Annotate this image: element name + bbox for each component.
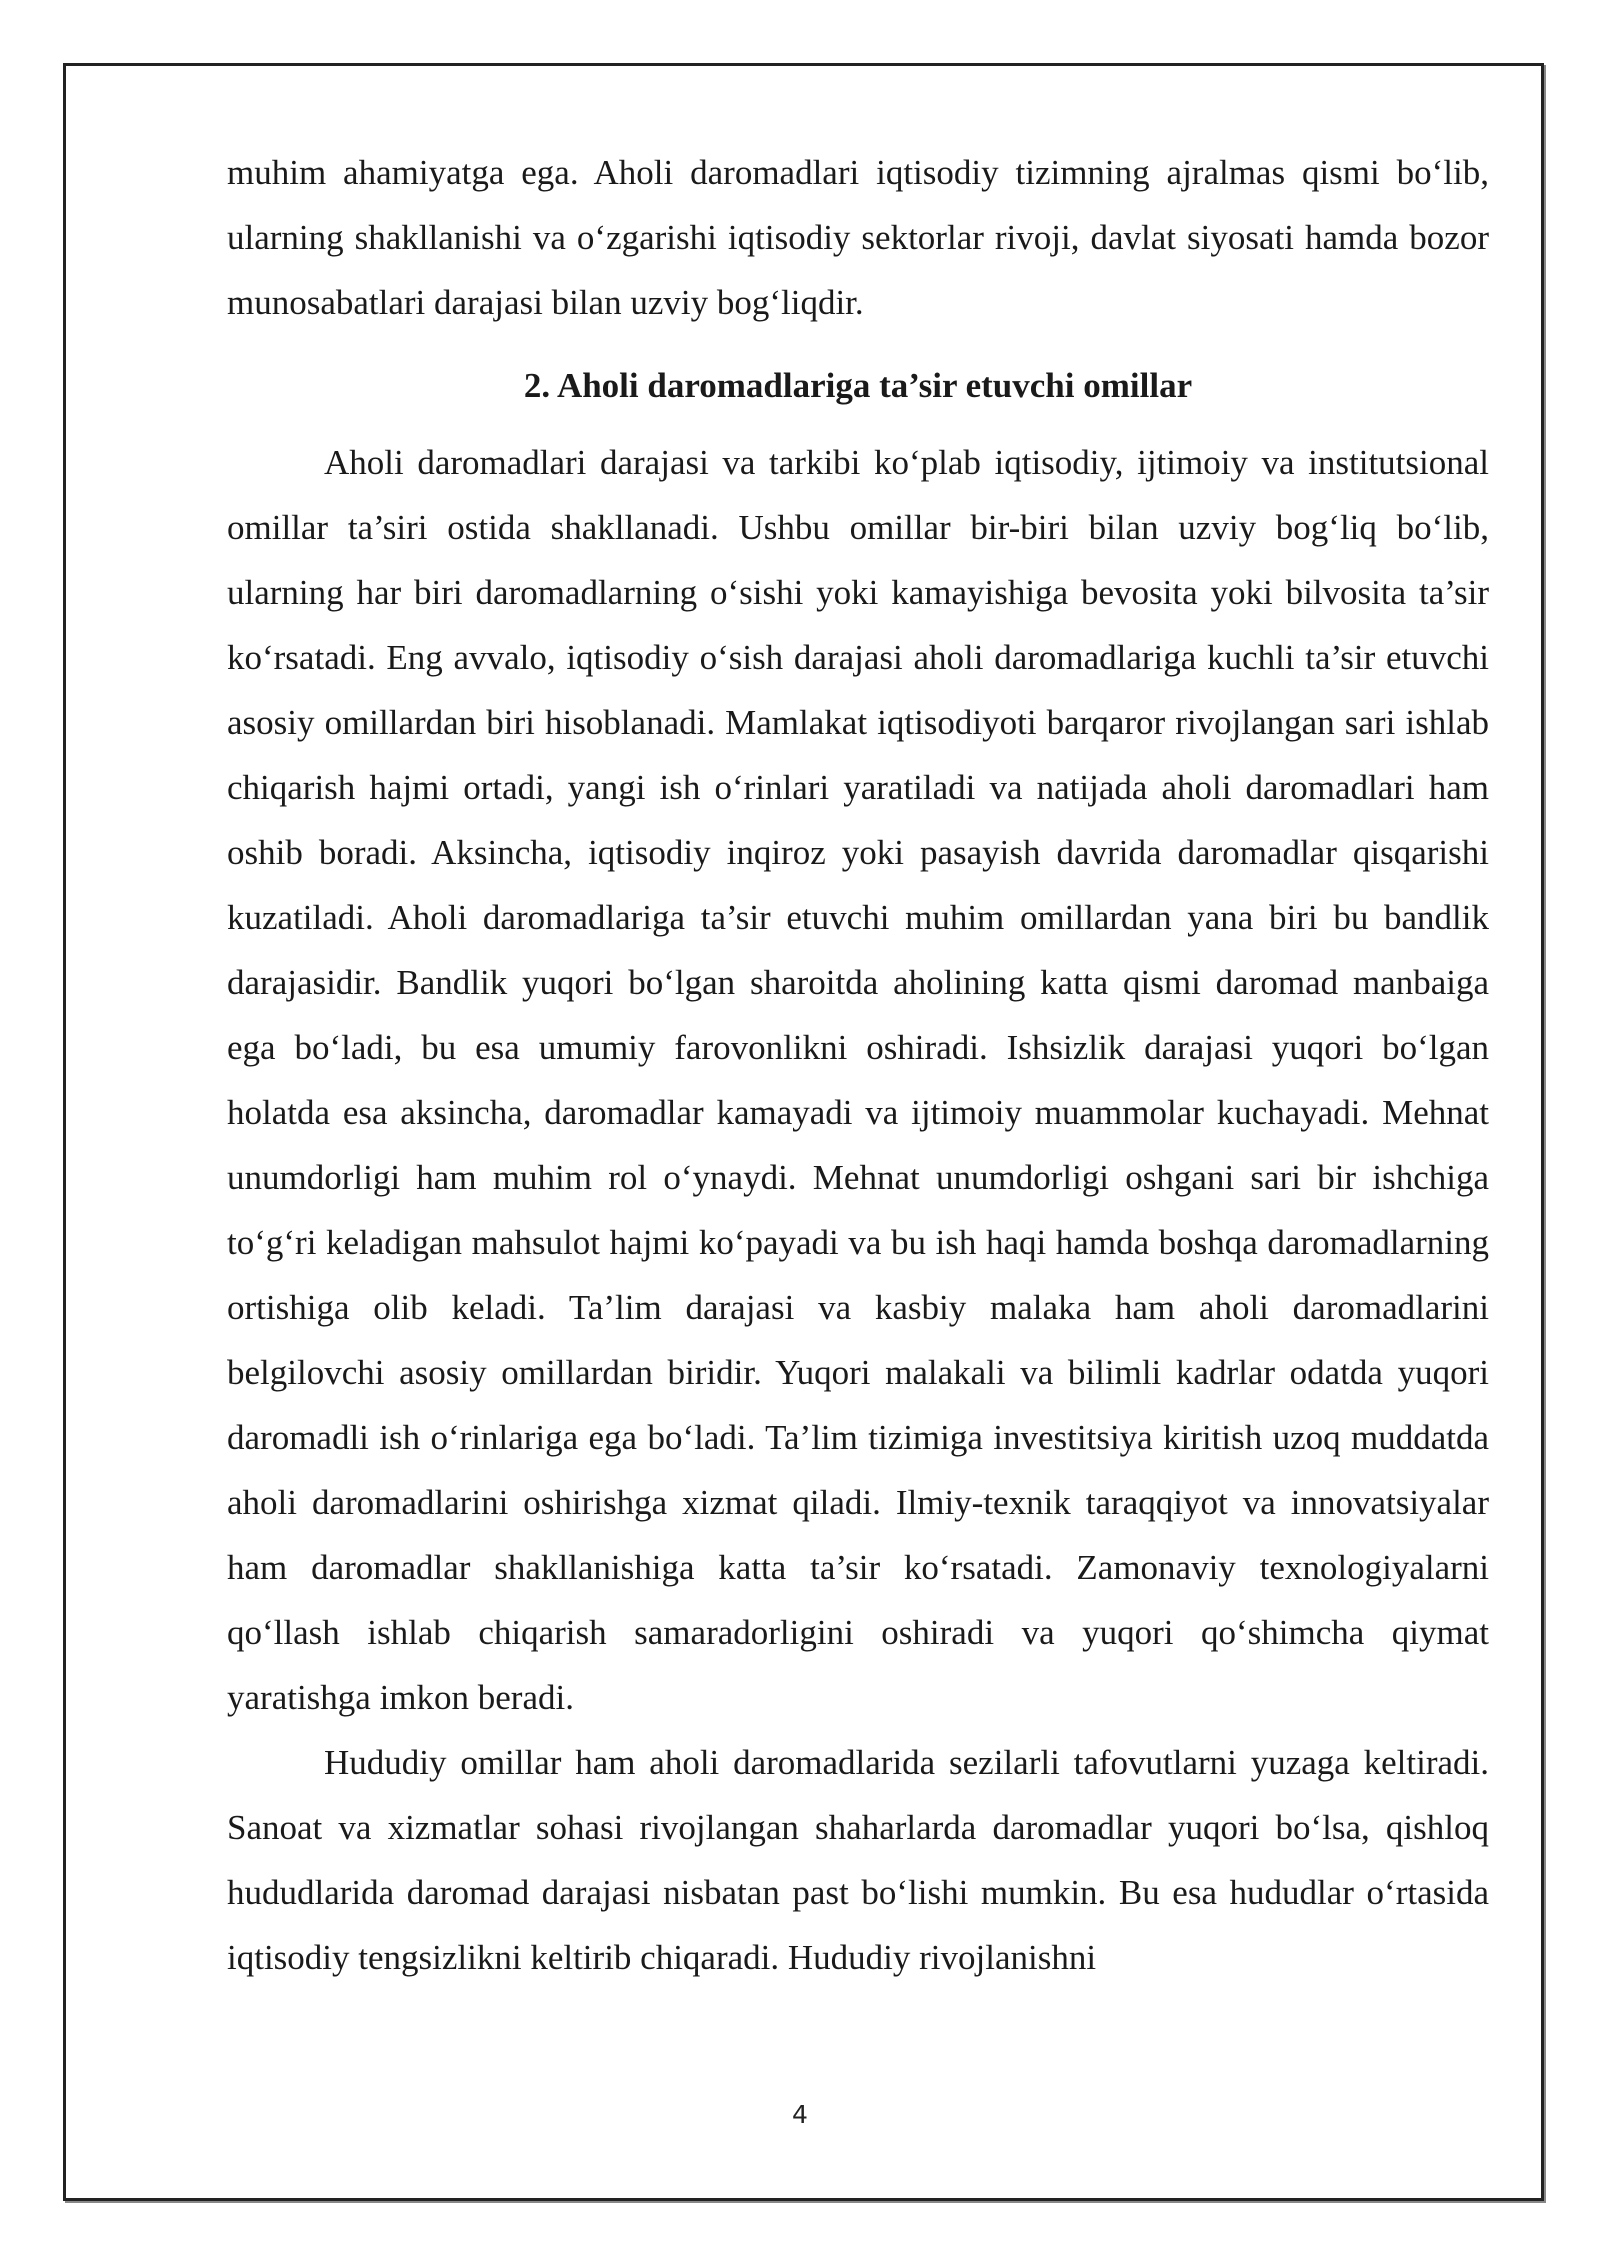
paragraph-factors: Aholi daromadlari darajasi va tarkibi ko‘plab iqtisodiy, ijtimoiy va institutsional omillar ta’siri ostida shakllanadi. Ushbu omillar bir-biri bilan uzviy bog‘liq bo‘lib, ularning har biri daromadlarning o‘sishi yoki kamayishiga bevosita yoki bilvosita ta’sir ko‘rsatadi. Eng avvalo, iqtisodiy o‘sish darajasi aholi daromadlariga kuchli ta’sir etuvchi asosiy omillardan biri hisoblanadi. Mamlakat iqtisodiyoti barqaror rivojlangan sari ishlab chiqarish hajmi ortadi, yangi ish o‘rinlari yaratiladi va natijada aholi daromadlari ham oshib boradi. Aksincha, iqtisodiy inqiroz yoki pasayish davrida daromadlar qisqarishi kuzatiladi. Aholi daromadlariga ta’sir etuvchi muhim omillardan yana biri bu bandlik darajasidir. Bandlik yuqori bo‘lgan sharoitda aholining katta qismi daromad manbaiga ega bo‘ladi, bu esa umumiy farovonlikni oshiradi. Ishsizlik darajasi yuqori bo‘lgan holatda esa aksincha, daromadlar kamayadi va ijtimoiy muammolar kuchayadi. Mehnat unumdorligi ham muhim rol o‘ynaydi. Mehnat unumdorligi oshgani sari bir ishchiga to‘g‘ri keladigan mahsulot hajmi ko‘payadi va bu ish haqi hamda boshqa daromadlarning ortishiga olib keladi. Ta’lim darajasi va kasbiy malaka ham aholi daromadlarini belgilovchi asosiy omillardan biridir. Yuqori malakali va bilimli kadrlar odatda yuqori daromadli ish o‘rinlariga ega bo‘ladi. Ta’lim tizimiga investitsiya kiritish uzoq muddatda aholi daromadlarini oshirishga xizmat qiladi. Ilmiy-texnik taraqqiyot va innovatsiyalar ham daromadlar shakllanishiga katta ta’sir ko‘rsatadi. Zamonaviy texnologiyalarni qo‘llash ishlab chiqarish samaradorligini oshiradi va yuqori qo‘shimcha qiymat yaratishga imkon beradi. (227, 443, 1489, 1717)
page-number: 4 (792, 2100, 808, 2129)
section-heading: 2. Aholi daromadlariga ta’sir etuvchi omillar (523, 366, 1193, 405)
paragraph-regional-factors: Hududiy omillar ham aholi daromadlarida sezilarli tafovutlarni yuzaga keltiradi. Sanoat va xizmatlar sohasi rivojlangan shaharlarda daromadlar yuqori bo‘lsa, qishloq hududlarida daromad darajasi nisbatan past bo‘lishi mumkin. Bu esa hududlar o‘rtasida iqtisodiy tengsizlikni keltirib chiqaradi. Hududiy rivojlanishni (227, 1743, 1489, 1977)
paragraph-continuation: muhim ahamiyatga ega. Aholi daromadlari iqtisodiy tizimning ajralmas qismi bo‘lib, ularning shakllanishi va o‘zgarishi iqtisodiy sektorlar rivoji, davlat siyosati hamda bozor munosabatlari darajasi bilan uzviy bog‘liqdir. (227, 153, 1489, 322)
document-body (227, 140, 1489, 1990)
